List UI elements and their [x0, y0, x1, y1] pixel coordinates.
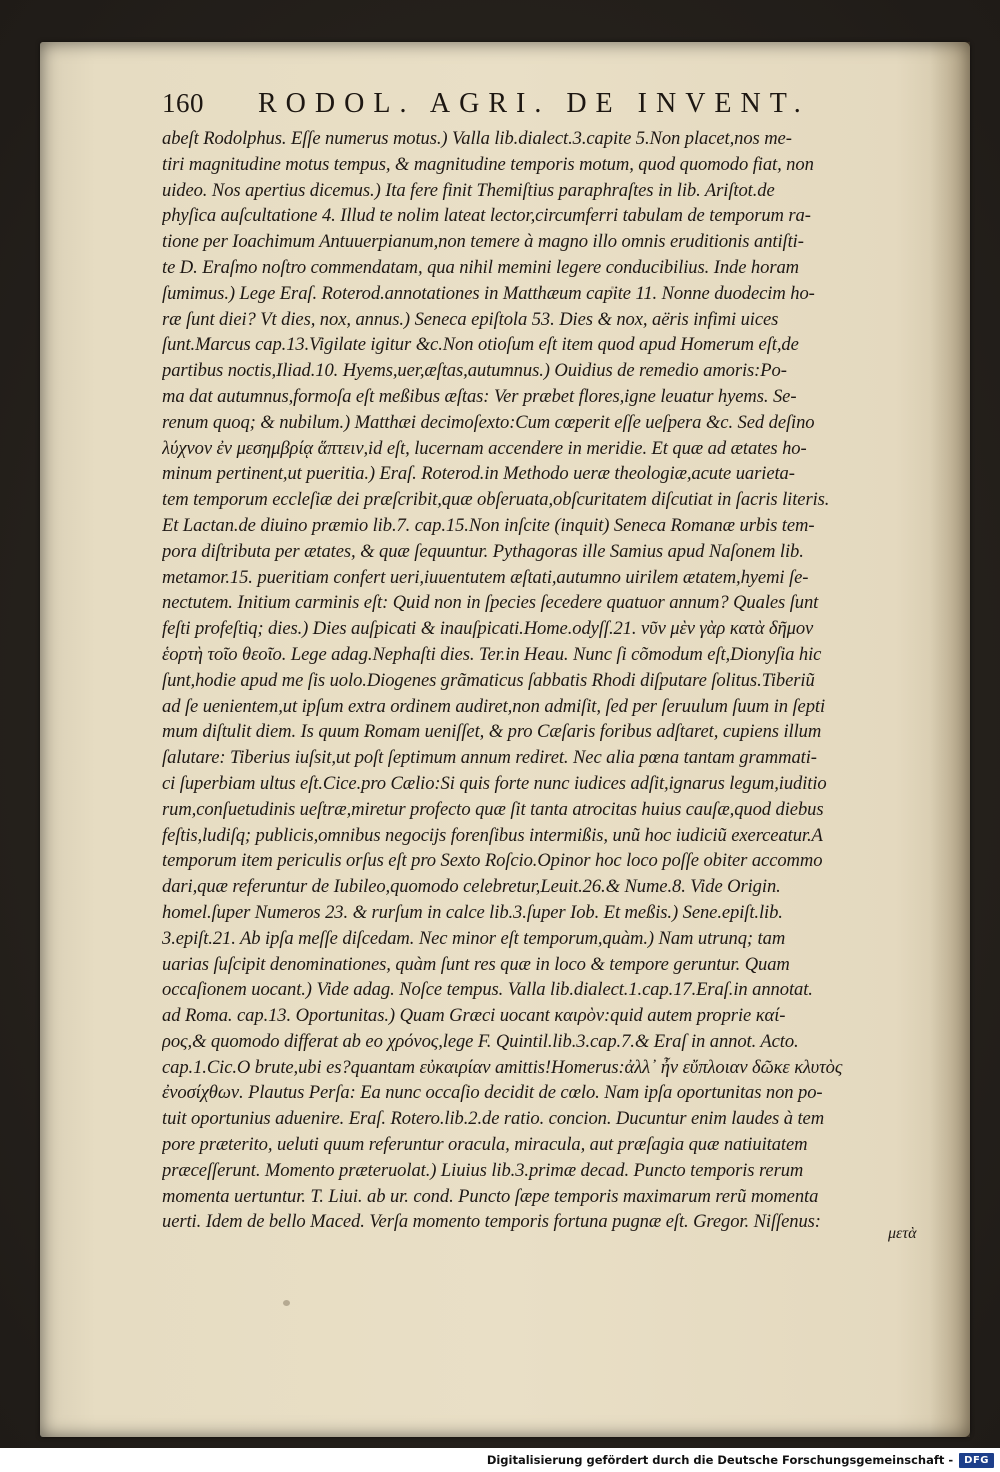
- text-line: ρος,& quomodo differat ab eo χρόνος,lege F. Quintil.lib.3.cap.7.& Eraſ in annot. Acto.: [162, 1030, 799, 1052]
- text-line: te D. Eraſmo noſtro commendatam, qua nihil memini legere conducibilius. Inde horam: [162, 256, 799, 278]
- text-line: pora diſtributa per ætates, & quæ ſequuntur. Pythagoras ille Samius apud Naſonem lib.: [162, 540, 804, 562]
- text-line: λύχνον ἐν μεσημβρίᾳ ἅπτειν,id eſt, lucernam accendere in meridie. Et quæ ad ætates ho-: [162, 437, 807, 459]
- text-line: uideo. Nos apertius dicemus.) Ita fere finit Themiſtius paraphraſtes in lib. Ariſtot.de: [162, 179, 775, 201]
- text-line: tuit oportunius aduenire. Eraſ. Rotero.lib.2.de ratio. concion. Ducuntur enim laudes à tem: [162, 1108, 825, 1130]
- text-line: 3.epiſt.21. Ab ipſa meſſe diſcedam. Nec minor eſt temporum,quàm.) Nam utrunq; tam: [162, 927, 786, 949]
- text-line: uarias ſuſcipit denominationes, quàm ſunt res quæ in loco & tempore geruntur. Quam: [162, 953, 790, 975]
- page-body: [162, 126, 942, 1235]
- text-line: minum pertinent,ut pueritia.) Eraſ. Roterod.in Methodo ueræ theologiæ,acute uarieta-: [162, 463, 795, 485]
- text-line: ſumimus.) Lege Eraſ. Roterod.annotationes in Matthæum capite 11. Nonne duodecim ho-: [162, 282, 815, 304]
- running-head: [162, 88, 842, 124]
- text-line: ad Roma. cap.13. Oportunitas.) Quam Græci uocant καιρὸν:quid autem proprie καί-: [162, 1005, 786, 1027]
- funding-credit: Digitalisierung gefördert durch die Deutsche Forschungsgemeinschaft -: [486, 1453, 954, 1467]
- text-line: renum quoq; & nubilum.) Matthæi decimoſexto:Cum cœperit eſſe ueſpera &c. Sed deſino: [162, 411, 815, 433]
- digitization-footer: [0, 1448, 1000, 1472]
- text-line: ἑορτὴ τοῖο θεοῖο. Lege adag.Nephaſti dies. Ter.in Heau. Nunc ſi cõmodum eſt,Dionyſia hic: [162, 643, 822, 665]
- text-line: temporum item periculis orſus eſt pro Sexto Roſcio.Opinor hoc loco poſſe obiter accommo: [162, 850, 823, 872]
- text-line: metamor.15. pueritiam confert ueri,iuuentutem æſtati,autumno uirilem ætatem,hyemi ſe-: [162, 566, 809, 588]
- text-line: ſunt,hodie apud me ſis uolo.Diogenes grãmaticus ſabbatis Rhodi diſputare ſolitus.Tiberiũ: [162, 669, 815, 691]
- catchword: μετὰ: [888, 1225, 917, 1242]
- text-line: ſunt.Marcus cap.13.Vigilate igitur &c.Non otioſum eſt item quod apud Homerum eſt,de: [162, 334, 799, 356]
- text-line: ad ſe uenientem,ut ipſum extra ordinem audiret,non admiſit, ſed per ſeruulum ſuum in ſepti: [162, 695, 826, 717]
- text-line: rum,conſuetudinis ueſtræ,miretur profecto quæ ſit tanta atrocitas huius cauſæ,quod diebus: [162, 798, 824, 820]
- paper-speck: [611, 286, 614, 289]
- text-line: mum diſtulit diem. Is quum Romam ueniſſet, & pro Cæſaris foribus adſtaret, cupiens illum: [162, 721, 822, 743]
- text-line: feſtis,ludiſq; publicis,omnibus negocijs forenſibus intermißis, unũ hoc iudiciũ exerceatur.A: [162, 824, 823, 846]
- text-line: ci ſuperbiam ultus eſt.Cice.pro Cælio:Si quis forte nunc iudices adſit,ignarus legum,iuditio: [162, 772, 827, 794]
- text-line: nectutem. Initium carminis eſt: Quid non in ſpecies ſecedere quatuor annum? Quales ſunt: [162, 592, 819, 614]
- text-line: partibus noctis,Iliad.10. Hyems,uer,æſtas,autumnus.) Ouidius de remedio amoris:Po-: [162, 360, 787, 382]
- text-line: momenta uertuntur. T. Liui. ab ur. cond. Puncto ſæpe temporis maximarum rerũ momenta: [162, 1185, 819, 1207]
- text-line: cap.1.Cic.O brute,ubi es?quantam εὐκαιρίαν amittis!Homerus:ἀλλ᾽ ἦν εὔπλοιαν δῶκε κλυτὸς: [162, 1056, 843, 1078]
- text-line: Et Lactan.de diuino præmio lib.7. cap.15.Non inſcite (inquit) Seneca Romanæ urbis tem-: [162, 514, 815, 536]
- text-line: tem temporum eccleſiæ dei præſcribit,quæ obſeruata,obſcuritatem diſcutiat in ſacris literis.: [162, 489, 830, 511]
- text-line: homel.ſuper Numeros 23. & rurſum in calce lib.3.ſuper Iob. Et meßis.) Sene.epiſt.lib.: [162, 901, 783, 923]
- running-title: RODOL. AGRI. DE INVENT.: [258, 88, 810, 119]
- paper-speck: [283, 1300, 290, 1306]
- text-line: ἐνοσίχθων. Plautus Perſa: Ea nunc occaſio decidit de cœlo. Nam ipſa oportunitas non po-: [162, 1082, 823, 1104]
- text-line: præceſſerunt. Momento præteruolat.) Liuius lib.3.primæ decad. Puncto temporis rerum: [162, 1159, 804, 1181]
- text-line: ſalutare: Tiberius iuſsit,ut poſt ſeptimum annum rediret. Nec alia pœna tantam grammati-: [162, 747, 817, 769]
- text-line: pore præterito, ueluti quum referuntur oracula, miracula, aut præſagia quæ natiuitatem: [162, 1134, 808, 1156]
- text-line: abeſt Rodolphus. Eſſe numerus motus.) Valla lib.dialect.3.capite 5.Non placet,nos me-: [162, 128, 792, 149]
- dfg-logo-icon: DFG: [959, 1453, 994, 1468]
- text-line: phyſica auſcultatione 4. Illud te nolim lateat lector,circumferri tabulam de temporum ra-: [162, 205, 811, 227]
- text-line: ma dat autumnus,formoſa eſt meßibus æſtas: Ver præbet flores,igne leuatur hyems. Se-: [162, 385, 797, 407]
- text-line: tiri magnitudine motus tempus, & magnitudine temporis motum, quod quomodo fiat, non: [162, 153, 814, 175]
- text-line: ræ ſunt diei? Vt dies, nox, annus.) Seneca epiſtola 53. Dies & nox, aëris infimi uices: [162, 308, 779, 330]
- text-line: tione per Ioachimum Antuuerpianum,non temere à magno illo omnis eruditionis antiſti-: [162, 231, 804, 253]
- text-line: uerti. Idem de bello Maced. Verſa momento temporis fortuna pugnæ eſt. Gregor. Niſſenus:: [162, 1211, 821, 1233]
- text-line: dari,quæ referuntur de Iubileo,quomodo celebretur,Leuit.26.& Nume.8. Vide Origin.: [162, 876, 781, 898]
- folio-number: 160: [162, 88, 204, 118]
- text-line: feſti profeſtiq; dies.) Dies auſpicati & inauſpicati.Home.odyſſ.21. νῦν μὲν γὰρ κατὰ δῆμον: [162, 618, 814, 640]
- text-line: occaſionem uocant.) Vide adag. Noſce tempus. Valla lib.dialect.1.cap.17.Eraſ.in annotat.: [162, 979, 813, 1001]
